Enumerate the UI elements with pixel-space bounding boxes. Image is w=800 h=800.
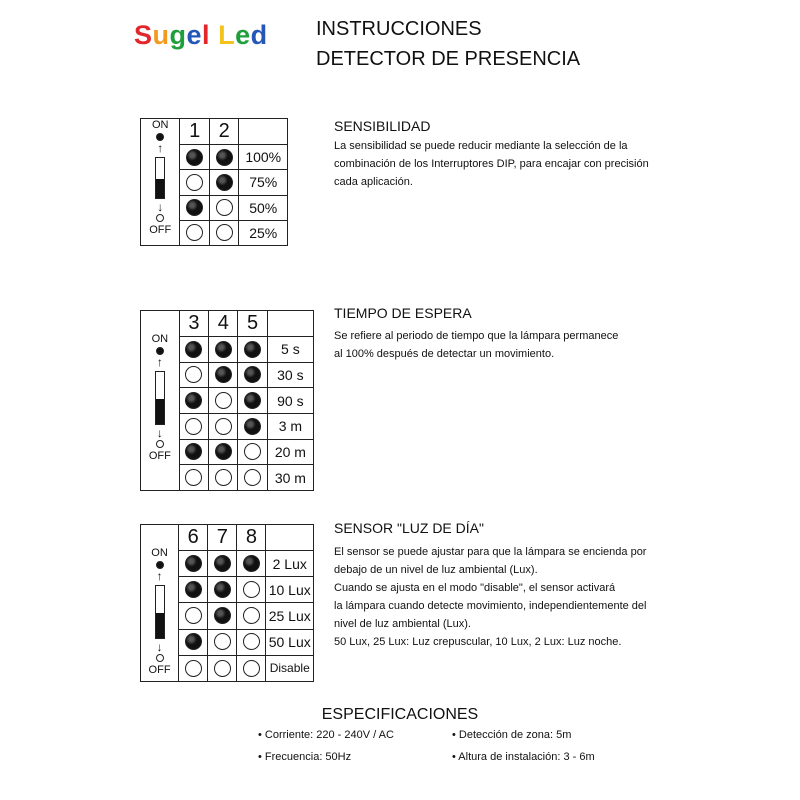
text-line: la lámpara cuando detecte movimiento, independientemente del: [334, 600, 647, 612]
text-line: combinación de los Interruptores DIP, para encajar con precisión: [334, 158, 649, 170]
switch-on-icon: [215, 366, 232, 383]
switch-on-icon: [185, 341, 202, 358]
off-label: OFF: [149, 224, 172, 236]
dip-table-sensibilidad: [140, 118, 288, 246]
text-line: Se refiere al periodo de tiempo que la lámpara permanece: [334, 330, 619, 342]
switch-on-icon: [185, 392, 202, 409]
setting-value: 5 s: [267, 337, 313, 363]
switch-state-cell: [237, 551, 266, 577]
switch-on-icon: [215, 443, 232, 460]
text-line: El sensor se puede ajustar para que la lámpara se encienda por: [334, 546, 647, 558]
switch-off-icon: [243, 581, 260, 598]
switch-off-icon: [244, 469, 261, 486]
text-line: debajo de un nivel de luz ambiental (Lux).: [334, 564, 538, 576]
logo-letter: l: [202, 20, 211, 50]
on-label: ON: [151, 333, 169, 345]
section-text-luz-dia: [334, 543, 646, 651]
header-blank-cell: [267, 311, 313, 337]
spec-altura: • Altura de instalación: 3 - 6m: [452, 751, 595, 763]
switch-number: 3: [179, 311, 208, 337]
switch-state-cell: [237, 603, 266, 629]
switch-state-cell: [179, 337, 208, 363]
logo-letter: e: [235, 20, 251, 50]
switch-state-cell: [209, 439, 238, 465]
switch-state-cell: [238, 465, 267, 491]
switch-knob: [156, 179, 164, 198]
logo-letter: L: [218, 20, 236, 50]
switch-state-cell: [209, 195, 239, 220]
switch-diagram: [141, 119, 180, 246]
switch-state-cell: [180, 145, 210, 170]
switch-state-cell: [237, 629, 266, 655]
switch-state-cell: [209, 145, 239, 170]
switch-on-icon: [186, 149, 203, 166]
switch-slot: [155, 371, 165, 425]
switch-state-cell: [208, 551, 237, 577]
switch-state-cell: [208, 629, 237, 655]
switch-state-cell: [209, 414, 238, 440]
switch-on-icon: [216, 149, 233, 166]
switch-off-icon: [185, 418, 202, 435]
switch-state-cell: [179, 439, 208, 465]
switch-state-cell: [179, 655, 208, 681]
spec-deteccion: • Detección de zona: 5m: [452, 729, 572, 741]
spec-corriente: • Corriente: 220 - 240V / AC: [258, 729, 394, 741]
off-label: OFF: [148, 664, 171, 676]
setting-value: 10 Lux: [266, 577, 314, 603]
off-indicator-icon: [156, 654, 164, 662]
switch-on-icon: [214, 555, 231, 572]
arrow-up-icon: ↑: [156, 355, 163, 369]
switch-on-icon: [185, 555, 202, 572]
switch-off-icon: [216, 199, 233, 216]
arrow-down-icon: ↓: [156, 426, 163, 440]
setting-value: 50%: [239, 195, 288, 220]
setting-value: 30 s: [267, 362, 313, 388]
setting-value: 100%: [239, 145, 288, 170]
off-indicator-icon: [156, 440, 164, 448]
off-label: OFF: [148, 450, 171, 462]
switch-number: 4: [209, 311, 238, 337]
switch-on-icon: [244, 392, 261, 409]
section-title-tiempo-espera: TIEMPO DE ESPERA: [334, 305, 472, 321]
switch-on-icon: [244, 418, 261, 435]
switch-off-icon: [185, 660, 202, 677]
on-label: ON: [151, 547, 168, 559]
switch-number: 7: [208, 525, 237, 551]
switch-knob: [156, 613, 164, 638]
switch-number: 5: [238, 311, 267, 337]
switch-off-icon: [215, 469, 232, 486]
switch-diagram: [141, 311, 180, 491]
spec-frecuencia: • Frecuencia: 50Hz: [258, 751, 352, 763]
switch-state-cell: [209, 337, 238, 363]
switch-state-cell: [179, 388, 208, 414]
switch-state-cell: [238, 414, 267, 440]
switch-state-cell: [179, 629, 208, 655]
switch-state-cell: [208, 603, 237, 629]
text-line: La sensibilidad se puede reducir mediante la selección de la: [334, 140, 628, 152]
setting-value: 30 m: [267, 465, 313, 491]
switch-state-cell: [209, 220, 239, 245]
setting-value: 75%: [239, 170, 288, 195]
switch-diagram: [141, 525, 179, 682]
text-line: al 100% después de detectar un movimiento.: [334, 348, 555, 360]
text-line: nivel de luz ambiental (Lux).: [334, 618, 471, 630]
switch-state-cell: [179, 603, 208, 629]
switch-number: 8: [237, 525, 266, 551]
off-indicator-icon: [156, 214, 164, 222]
switch-state-cell: [238, 439, 267, 465]
switch-off-icon: [215, 418, 232, 435]
switch-state-cell: [238, 388, 267, 414]
switch-off-icon: [243, 607, 260, 624]
on-indicator-icon: [156, 133, 164, 141]
dip-table-luz-dia: [140, 524, 314, 682]
switch-state-cell: [238, 337, 267, 363]
header-blank-cell: [239, 119, 288, 145]
switch-state-cell: [209, 388, 238, 414]
arrow-down-icon: ↓: [156, 640, 163, 654]
switch-on-icon: [185, 633, 202, 650]
logo-letter: u: [152, 20, 170, 50]
brand-logo: [134, 20, 268, 51]
logo-letter: e: [186, 20, 203, 50]
switch-state-cell: [180, 195, 210, 220]
switch-off-icon: [216, 224, 233, 241]
switch-state-cell: [209, 465, 238, 491]
arrow-down-icon: ↓: [157, 200, 164, 214]
switch-off-icon: [185, 366, 202, 383]
setting-value: 90 s: [267, 388, 313, 414]
switch-off-icon: [214, 633, 231, 650]
switch-on-icon: [216, 174, 233, 191]
switch-state-cell: [179, 465, 208, 491]
setting-value: 25 Lux: [266, 603, 314, 629]
switch-state-cell: [209, 362, 238, 388]
switch-number: 6: [179, 525, 208, 551]
switch-on-icon: [186, 199, 203, 216]
arrow-up-icon: ↑: [156, 569, 163, 583]
switch-state-cell: [209, 170, 239, 195]
on-label: ON: [151, 119, 169, 131]
text-line: Cuando se ajusta en el modo "disable", el sensor activará: [334, 582, 616, 594]
setting-value: 20 m: [267, 439, 313, 465]
doc-title: INSTRUCCIONES: [316, 18, 482, 40]
switch-off-icon: [243, 633, 260, 650]
switch-state-cell: [179, 362, 208, 388]
switch-state-cell: [208, 655, 237, 681]
section-text-tiempo-espera: [334, 327, 618, 363]
switch-knob: [156, 399, 164, 424]
switch-off-icon: [186, 174, 203, 191]
dip-table-tiempo-espera: [140, 310, 314, 491]
switch-off-icon: [215, 392, 232, 409]
switch-on-icon: [215, 341, 232, 358]
switch-state-cell: [238, 362, 267, 388]
setting-value: 3 m: [267, 414, 313, 440]
logo-letter: g: [169, 20, 187, 50]
switch-state-cell: [180, 170, 210, 195]
logo-letter: S: [134, 20, 153, 50]
text-line: cada aplicación.: [334, 176, 413, 188]
arrow-up-icon: ↑: [157, 141, 164, 155]
switch-on-icon: [243, 555, 260, 572]
switch-slot: [155, 157, 165, 199]
switch-state-cell: [179, 551, 208, 577]
setting-value: 2 Lux: [266, 551, 314, 577]
switch-off-icon: [244, 443, 261, 460]
switch-off-icon: [185, 469, 202, 486]
switch-state-cell: [237, 577, 266, 603]
switch-on-icon: [214, 581, 231, 598]
switch-state-cell: [179, 577, 208, 603]
setting-value: 25%: [239, 220, 288, 245]
switch-on-icon: [185, 443, 202, 460]
switch-state-cell: [180, 220, 210, 245]
switch-on-icon: [244, 341, 261, 358]
switch-off-icon: [186, 224, 203, 241]
setting-value: 50 Lux: [266, 629, 314, 655]
switch-on-icon: [214, 607, 231, 624]
switch-on-icon: [185, 581, 202, 598]
switch-off-icon: [185, 607, 202, 624]
switch-state-cell: [179, 414, 208, 440]
switch-state-cell: [208, 577, 237, 603]
specs-title: ESPECIFICACIONES: [321, 706, 479, 723]
switch-number: 2: [209, 119, 239, 145]
setting-value: Disable: [266, 655, 314, 681]
switch-off-icon: [214, 660, 231, 677]
on-indicator-icon: [156, 561, 164, 569]
header-blank-cell: [266, 525, 314, 551]
switch-on-icon: [244, 366, 261, 383]
logo-letter: d: [250, 20, 268, 50]
section-title-sensibilidad: SENSIBILIDAD: [334, 118, 431, 134]
on-indicator-icon: [156, 347, 164, 355]
section-text-sensibilidad: [334, 137, 649, 191]
text-line: 50 Lux, 25 Lux: Luz crepuscular, 10 Lux, 2 Lux: Luz noche.: [334, 636, 622, 648]
switch-number: 1: [180, 119, 210, 145]
switch-slot: [155, 585, 165, 639]
doc-subtitle: DETECTOR DE PRESENCIA: [316, 48, 581, 70]
switch-state-cell: [237, 655, 266, 681]
switch-off-icon: [243, 660, 260, 677]
section-title-luz-dia: SENSOR "LUZ DE DÍA": [334, 520, 484, 536]
